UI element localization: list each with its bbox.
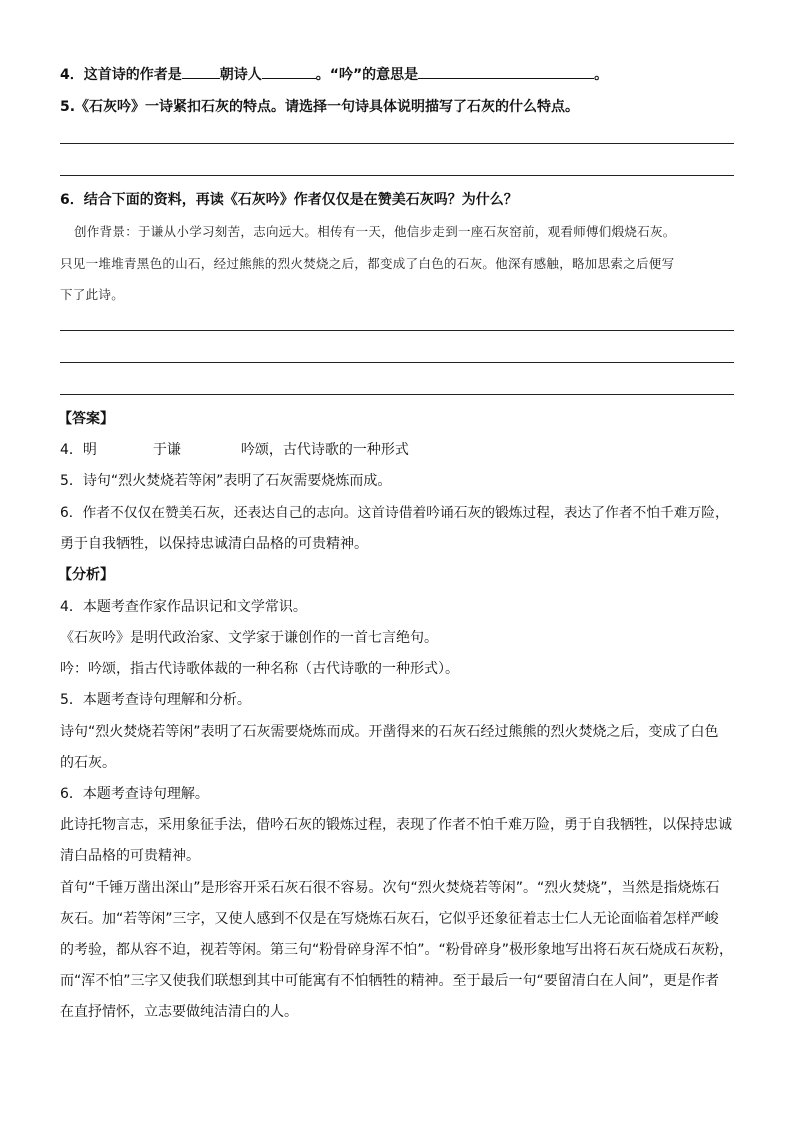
analysis-line: 的考验，都从容不迫，视若等闲。第三句“粉骨碎身浑不怕”。“粉骨碎身”极形象地写出将石灰石烧成石灰粉，	[60, 942, 734, 958]
blank-meaning[interactable]	[418, 64, 594, 79]
analysis-line: 清白品格的可贵精神。	[60, 848, 200, 864]
question-4: 4．这首诗的作者是 朝诗人 。“吟”的意思是 。	[60, 64, 608, 85]
answer-line-6-2[interactable]	[60, 362, 734, 363]
blank-dynasty[interactable]	[182, 64, 220, 79]
answer-6-line-2: 勇于自我牺牲，以保持忠诚清白品格的可贵精神。	[60, 536, 368, 552]
analysis-line: 灰石。加“若等闲”三字，又使人感到不仅是在写烧炼石灰石，它似乎还象征着志士仁人无论面临着怎样严峻	[60, 911, 719, 927]
question-5: 5.《石灰吟》一诗紧扣石灰的特点。请选择一句诗具体说明描写了石灰的什么特点。	[60, 99, 580, 115]
analysis-line: 而“浑不怕”三字又使我们联想到其中可能寓有不怕牺牲的精神。至于最后一句“要留清白在人间”，更是作者	[60, 973, 720, 989]
analysis-line: 首句“千锤万凿出深山”是形容开采石灰石很不容易。次句“烈火焚烧若等闲”。“烈火焚烧”，当然是指烧炼石	[60, 880, 720, 896]
analysis-line: 6．本题考查诗句理解。	[60, 786, 209, 802]
answer-line-6-1[interactable]	[60, 330, 734, 331]
analysis-header: 【分析】	[58, 567, 114, 583]
analysis-line: 在直抒情怀，立志要做纯洁清白的人。	[60, 1004, 298, 1020]
background-line-3: 下了此诗。	[60, 287, 125, 302]
analysis-line: 此诗托物言志，采用象征手法，借吟石灰的锻炼过程，表现了作者不怕千难万险，勇于自我牺牲，以保持忠诚	[60, 817, 732, 833]
background-line-1: 创作背景：于谦从小学习刻苦，志向远大。相传有一天，他信步走到一座石灰窑前，观看师傅们煅烧石灰。	[74, 224, 676, 239]
analysis-line: 诗句“烈火焚烧若等闲”表明了石灰需要烧炼而成。开凿得来的石灰石经过熊熊的烈火焚烧之后，变成了白色	[60, 724, 719, 740]
question-6: 6．结合下面的资料，再读《石灰吟》作者仅仅是在赞美石灰吗？为什么？	[60, 192, 518, 208]
analysis-line: 5．本题考查诗句理解和分析。	[60, 692, 251, 708]
analysis-line: 的石灰。	[60, 755, 116, 771]
analysis-line: 吟：吟颂，指古代诗歌体裁的一种名称（古代诗歌的一种形式）。	[60, 661, 459, 677]
answer-line-5-1[interactable]	[60, 143, 734, 144]
background-line-2: 只见一堆堆青黑色的山石，经过熊熊的烈火焚烧之后，都变成了白色的石灰。他深有感触，略加思索之后便写	[60, 256, 675, 271]
answer-4: 4．明 于谦 吟颂，古代诗歌的一种形式	[60, 442, 409, 458]
answer-line-5-2[interactable]	[60, 175, 734, 176]
answer-header: 【答案】	[58, 411, 114, 427]
analysis-line: 4．本题考查作家作品识记和文学常识。	[60, 599, 307, 615]
answer-line-6-3[interactable]	[60, 394, 734, 395]
answer-6-line-1: 6．作者不仅仅在赞美石灰，还表达自己的志向。这首诗借着吟诵石灰的锻炼过程，表达了作者不怕千难万险，	[60, 505, 729, 521]
answer-5: 5．诗句“烈火焚烧若等闲”表明了石灰需要烧炼而成。	[60, 473, 392, 489]
analysis-line: 《石灰吟》是明代政治家、文学家于谦创作的一首七言绝句。	[60, 630, 438, 646]
blank-poet[interactable]	[262, 64, 316, 79]
